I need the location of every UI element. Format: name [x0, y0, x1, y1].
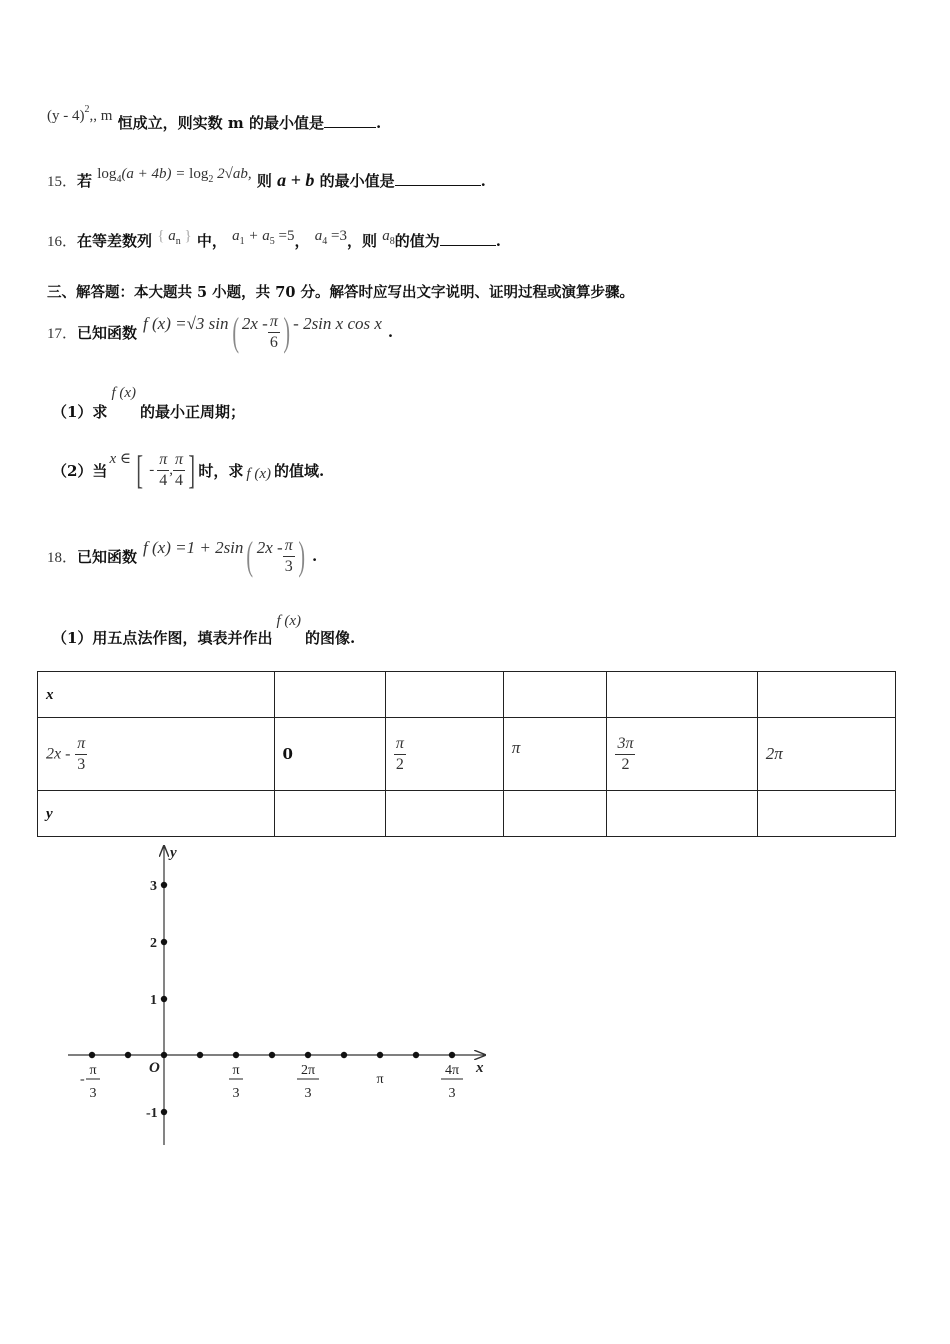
x-point — [305, 1052, 311, 1058]
q17-p2-comma: , — [169, 461, 174, 478]
q18-inner: 2x - — [256, 538, 283, 557]
y-point-neg1 — [161, 1109, 167, 1115]
y-tick-neg1: -1 — [146, 1106, 158, 1121]
x-tick-1-den: 3 — [232, 1086, 240, 1101]
table-cell-y-5[interactable] — [757, 791, 895, 837]
q18-p1-f: f (x) — [276, 613, 302, 629]
q18-frac — [283, 536, 295, 577]
q15-equation — [97, 164, 257, 185]
q17-frac — [268, 312, 280, 353]
q14-answer-blank[interactable] — [324, 113, 376, 128]
q14-end: . — [375, 114, 382, 132]
q17-p1-f: f (x) — [111, 385, 137, 401]
table-cell-label-angle — [38, 718, 275, 791]
table-row-x — [38, 672, 896, 718]
q16-c1-val: =5 — [274, 228, 295, 244]
q16-cond1 — [232, 226, 295, 247]
x-tick-4-num: 4π — [444, 1063, 460, 1078]
table-angle-num: π — [75, 734, 87, 755]
x-point — [89, 1052, 95, 1058]
q17-p2-rbracket: ] — [188, 447, 196, 492]
q14-sup: 2 — [84, 104, 90, 115]
x-tick-neg-num: π — [89, 1063, 97, 1078]
q16-prefix: 在等差数列 — [77, 232, 153, 250]
y-point-3 — [161, 882, 167, 888]
q16-seq-a: a — [168, 228, 176, 244]
q17-num: 17． — [47, 325, 78, 342]
table-cell-label-y — [38, 791, 275, 837]
q17-p2-bn: π — [173, 450, 185, 471]
q16-end: . — [495, 232, 501, 250]
q17-p2-minus: - — [149, 461, 155, 478]
x-point — [233, 1052, 239, 1058]
q17-prefix: 已知函数 — [77, 323, 138, 342]
q15-log-left-arg: (a + 4b) = — [121, 166, 190, 182]
table-angle-3pi-2-den: 2 — [621, 755, 630, 773]
q15-log-right-base: 2 — [208, 174, 214, 185]
q15-answer-blank[interactable] — [395, 171, 481, 186]
q18-end: . — [312, 547, 318, 565]
table-cell-x-5[interactable] — [757, 672, 895, 718]
q14-rel: ,, m — [89, 108, 113, 124]
table-angle-3pi-2 — [615, 734, 635, 775]
q16-num: 16． — [47, 234, 78, 250]
x-tick-1-num: π — [232, 1063, 240, 1078]
q16-answer-blank[interactable] — [440, 231, 496, 246]
table-row-y — [38, 791, 896, 837]
x-point — [269, 1052, 275, 1058]
q18-num: 18． — [47, 549, 78, 566]
x-point — [377, 1052, 383, 1058]
q18-prefix: 已知函数 — [77, 547, 138, 566]
q17-p2-frac-a — [157, 450, 169, 491]
q16-c1-sub2: 5 — [269, 236, 275, 247]
q17-p2-mid: 时，求 — [198, 461, 244, 480]
q18-lparen: ( — [246, 533, 254, 578]
q16-cond2 — [314, 226, 347, 247]
table-cell-y-1[interactable] — [274, 791, 385, 837]
q17-p2-an: π — [157, 450, 169, 471]
q18-frac-den: 3 — [284, 557, 293, 575]
q17-p1-label: （1）求 — [52, 403, 108, 421]
q15-prefix: 若 — [77, 172, 93, 190]
x-point — [197, 1052, 203, 1058]
q17-f: f (x) =√3 sin — [143, 314, 229, 333]
q18-p1-text: 的图像. — [305, 629, 356, 647]
q17-p2-bd: 4 — [175, 471, 184, 489]
q17-line — [47, 306, 393, 358]
x-tick-4-den: 3 — [448, 1086, 456, 1101]
table-cell-y-4[interactable] — [607, 791, 757, 837]
q15-mid: 则 — [256, 172, 272, 190]
q15-text: 的最小值是 — [319, 172, 395, 190]
q17-lparen: ( — [231, 309, 239, 354]
table-cell-x-3[interactable] — [503, 672, 607, 718]
q16-c1-sub1: 1 — [239, 236, 245, 247]
q17-rparen: ) — [283, 309, 290, 354]
q17-p2-frac-b — [173, 450, 185, 491]
table-cell-angle-5 — [757, 718, 895, 791]
table-cell-angle-1 — [274, 718, 385, 791]
q17-p2-label: （2）当 — [52, 461, 108, 480]
q17-part2 — [52, 444, 324, 496]
table-cell-label-x — [38, 672, 275, 718]
q17-p2-text: 的值域. — [273, 461, 325, 480]
table-angle-den: 3 — [77, 755, 86, 773]
q15-expr: a + b — [277, 170, 315, 190]
origin-point — [161, 1052, 167, 1058]
table-cell-x-4[interactable] — [607, 672, 757, 718]
q16-text: 的值为 — [394, 232, 440, 250]
q16-then: ，则 — [346, 232, 377, 250]
origin-label: O — [149, 1060, 160, 1076]
q18-part1 — [52, 612, 355, 648]
q15-num: 15． — [47, 174, 78, 190]
table-cell-angle-2 — [385, 718, 503, 791]
q15-log-left-base: 4 — [116, 174, 122, 185]
section-3-heading: 三、解答题：本大题共 5 小题，共 70 分。解答时应写出文字说明、证明过程或演算步骤。 — [47, 284, 634, 301]
table-angle-2pi: 2π — [765, 744, 783, 763]
q15-end: . — [480, 172, 486, 190]
x-axis-label: x — [476, 1060, 484, 1076]
x-point — [341, 1052, 347, 1058]
q17-p2-ad: 4 — [159, 471, 168, 489]
table-cell-y-2[interactable] — [385, 791, 503, 837]
table-angle-pi-2-den: 2 — [395, 755, 404, 773]
q14-expr: (y - 4) — [47, 108, 85, 124]
q16-c2-sub: 4 — [322, 236, 328, 247]
q14-tail-line — [47, 104, 382, 132]
table-cell-y-3[interactable] — [503, 791, 607, 837]
x-point — [449, 1052, 455, 1058]
q16-line — [47, 230, 501, 251]
q16-c1-op: + a — [244, 228, 270, 244]
q17-rest: - 2sin x cos x — [293, 314, 382, 333]
q18-line — [47, 530, 317, 582]
q17-end: . — [387, 323, 394, 341]
q18-p1-label: （1）用五点法作图，填表并作出 — [52, 629, 273, 647]
x-tick-neg-den: 3 — [89, 1086, 97, 1101]
q17-p2-x: x ∈ — [109, 450, 131, 467]
q15-log-right-arg: 2√ab, — [213, 166, 252, 182]
q14-text: 恒成立，则实数 m 的最小值是 — [117, 114, 324, 132]
table-angle-3pi-2-num: 3π — [615, 734, 635, 755]
q17-inner: 2x - — [241, 314, 268, 333]
q17-part1 — [52, 386, 245, 422]
table-angle-0: 0 — [282, 745, 293, 763]
table-cell-x-2[interactable] — [385, 672, 503, 718]
q16-target-a: a — [382, 228, 390, 244]
table-angle-expr: 2x - — [46, 745, 71, 762]
coordinate-graph[interactable] — [60, 840, 500, 1150]
q16-c2-val: =3 — [327, 228, 347, 244]
q16-sep: ， — [294, 232, 310, 250]
q16-c1-a: a — [232, 228, 240, 244]
x-tick-2-den: 3 — [304, 1086, 312, 1101]
table-angle-pi-2-num: π — [394, 734, 406, 755]
five-point-table — [37, 671, 896, 837]
q15-log-right: log — [189, 166, 209, 182]
table-row-angle — [38, 718, 896, 791]
y-axis-label: y — [170, 845, 177, 861]
y-tick-2: 2 — [150, 936, 157, 951]
x-point — [125, 1052, 131, 1058]
q16-c2-a: a — [314, 228, 323, 244]
q16-target — [382, 226, 395, 247]
q15-log-left: log — [97, 166, 117, 182]
table-cell-angle-4 — [607, 718, 757, 791]
q18-f: f (x) =1 + 2sin — [143, 538, 244, 557]
x-tick-neg-sign: - — [80, 1072, 85, 1087]
q16-seq: { $a_n$ } — [157, 228, 192, 247]
table-angle-frac — [75, 734, 87, 775]
x-point — [413, 1052, 419, 1058]
table-x-label: x — [46, 687, 54, 703]
q17-p2-f: f (x) — [246, 465, 271, 482]
q17-frac-num: π — [268, 312, 280, 333]
x-tick-3: π — [376, 1072, 384, 1087]
q17-p2-lbracket: [ — [136, 447, 143, 492]
y-tick-1: 1 — [150, 993, 157, 1008]
q16-target-sub: 8 — [389, 236, 395, 247]
q16-mid: 中， — [196, 232, 227, 250]
q17-p1-text: 的最小正周期； — [140, 403, 246, 421]
q18-frac-num: π — [283, 536, 295, 557]
q16-seq-sub: n — [175, 236, 181, 247]
y-tick-3: 3 — [150, 879, 157, 894]
y-point-1 — [161, 996, 167, 1002]
q15-line — [47, 166, 486, 191]
table-angle-pi-2 — [394, 734, 406, 775]
table-cell-x-1[interactable] — [274, 672, 385, 718]
y-point-2 — [161, 939, 167, 945]
q18-rparen: ) — [298, 533, 305, 578]
q17-frac-den: 6 — [269, 333, 278, 351]
table-y-label: y — [46, 806, 53, 822]
x-tick-2-num: 2π — [300, 1063, 316, 1078]
table-angle-pi: π — [511, 738, 521, 757]
table-cell-angle-3 — [503, 718, 607, 791]
